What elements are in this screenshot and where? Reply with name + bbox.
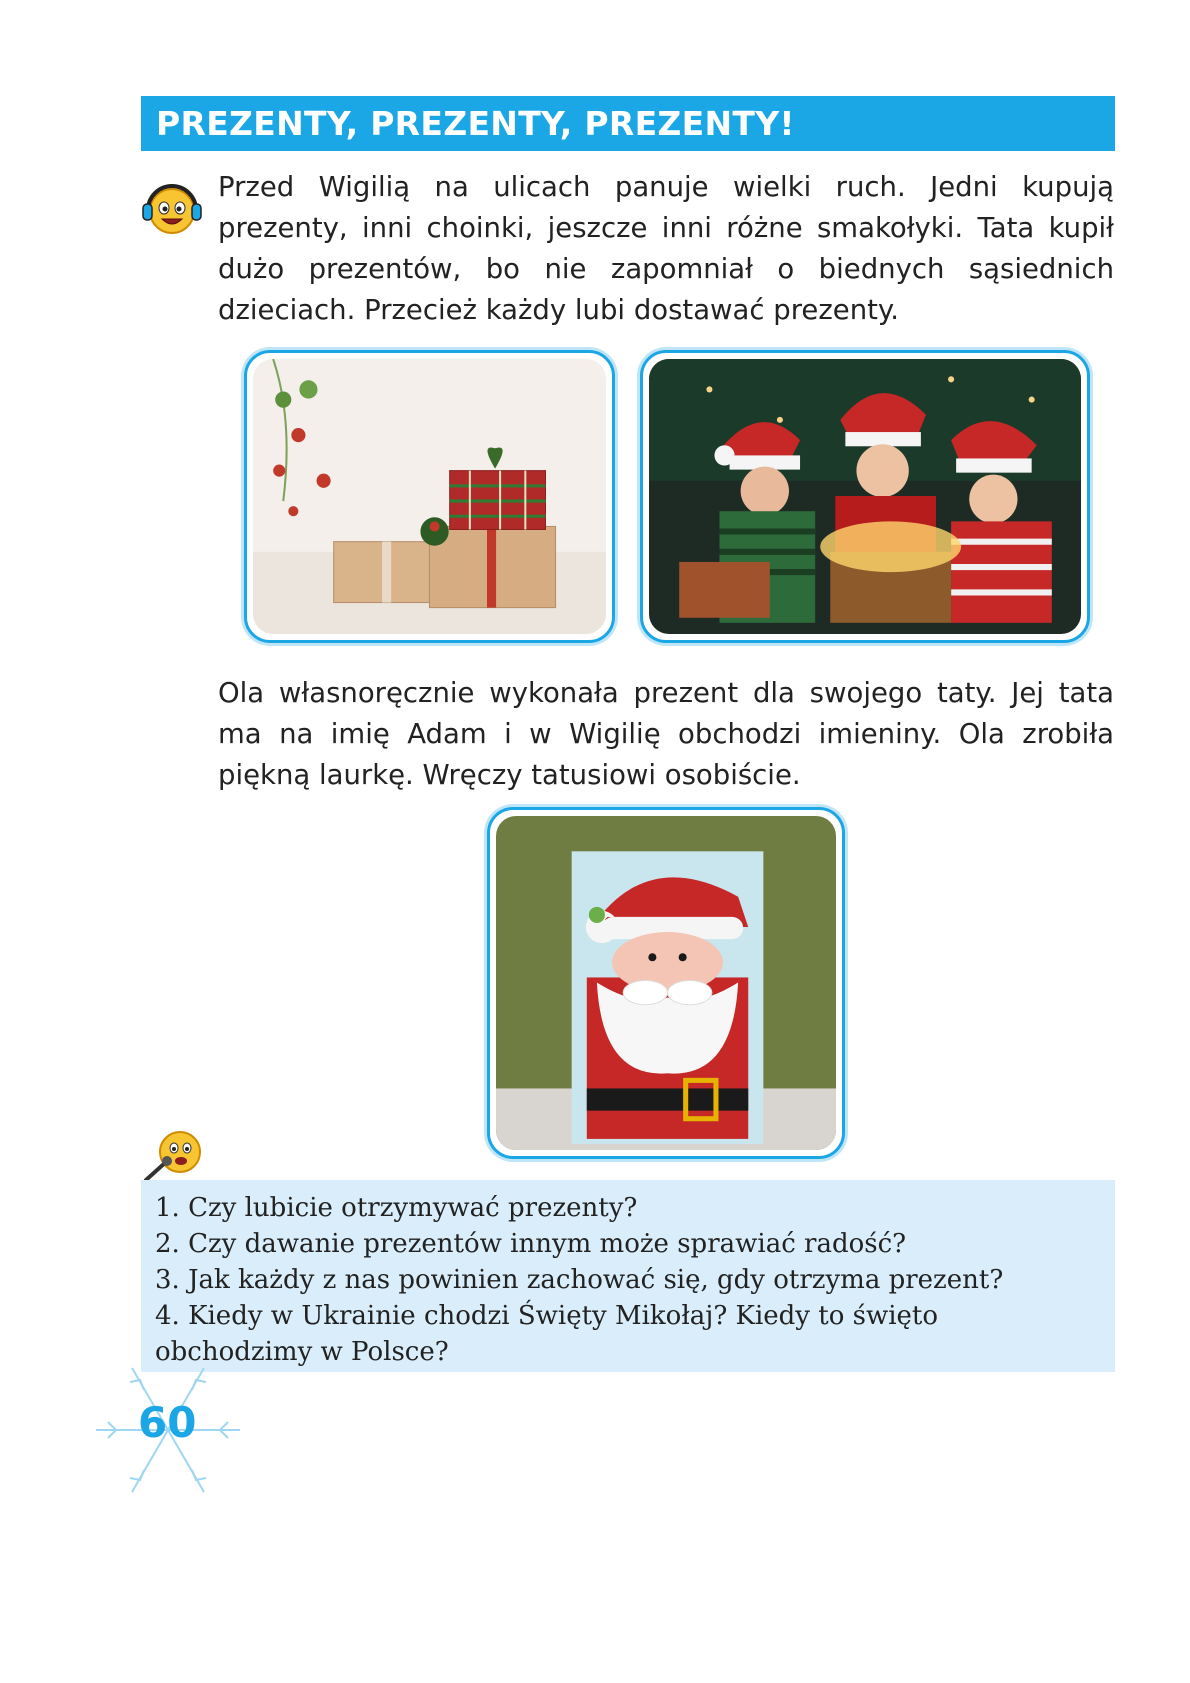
page-number: 60: [138, 1398, 197, 1447]
page-title: PREZENTY, PREZENTY, PREZENTY!: [156, 104, 795, 143]
speaking-emoji-icon: [140, 1128, 206, 1184]
questions-box: [141, 1180, 1115, 1372]
listening-emoji-icon: [140, 176, 204, 240]
question-item: 4. Kiedy w Ukrainie chodzi Święty Mikołaj? Kiedy to święto obchodzimy w Polsce?: [155, 1301, 939, 1367]
question-item: 1. Czy lubicie otrzymywać prezenty?: [155, 1193, 638, 1223]
santa-card-photo: [487, 807, 845, 1159]
children-opening-gifts-photo: [640, 350, 1090, 643]
question-item: 2. Czy dawanie prezentów innym może sprawiać radość?: [155, 1229, 907, 1259]
ola-paragraph: Ola własnoręcznie wykonała prezent dla swojego taty. Jej tata ma na imię Adam i w Wigilię obchodzi imieniny. Ola zrobiła piękną laurkę. Wręczy tatusiowi osobiście.: [218, 677, 1114, 791]
gifts-photo: [244, 350, 615, 643]
questions-list: [155, 1190, 1101, 1370]
page-number-badge: [88, 1360, 248, 1500]
question-item: 3. Jak każdy z nas powinien zachować się, gdy otrzyma prezent?: [155, 1265, 1004, 1295]
intro-paragraph: Przed Wigilią na ulicach panuje wielki ruch. Jedni kupują prezenty, inni choinki, jeszcze inni różne smakołyki. Tata kupił dużo prezentów, bo nie zapomniał o biednych sąsiednich dzieciach. Przecież każdy lubi dostawać prezenty.: [218, 171, 1114, 326]
section-header: [141, 96, 1115, 151]
